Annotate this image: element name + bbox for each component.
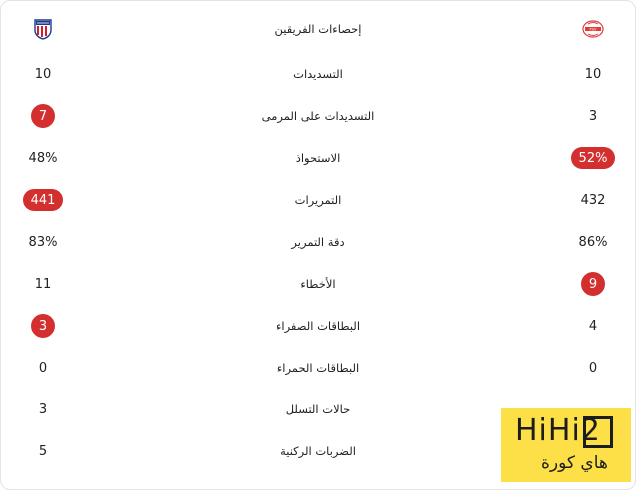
stat-row	[1, 264, 635, 304]
away-stat-value: 4	[588, 318, 598, 334]
home-stat-value: 0	[38, 360, 48, 376]
home-stat-value: 10	[34, 66, 52, 82]
stat-row	[1, 222, 635, 262]
home-team-logo-cell	[1, 9, 85, 49]
stat-label: التسديدات على المرمى	[261, 109, 375, 123]
home-stat-value: 441	[23, 189, 64, 211]
stat-label: البطاقات الصفراء	[275, 319, 361, 333]
away-stat-value: 9	[581, 272, 605, 296]
stats-title: إحصاءات الفريقين	[274, 22, 362, 36]
stat-label: حالات التسلل	[285, 402, 351, 416]
home-stat-value: 3	[38, 401, 48, 417]
away-stat-value: 0	[588, 360, 598, 376]
stat-row	[1, 96, 635, 136]
stat-row	[1, 54, 635, 94]
stat-row	[1, 306, 635, 346]
away-stat-value: 3	[588, 108, 598, 124]
stat-row	[1, 138, 635, 178]
svg-text:PSV: PSV	[589, 27, 597, 32]
hihi2-watermark	[501, 408, 631, 482]
away-stat-value: 52%	[571, 147, 616, 169]
home-stat-value: 7	[31, 104, 55, 128]
stat-label: الضربات الركنية	[280, 444, 356, 458]
stats-header-row	[1, 9, 635, 49]
watermark-subtitle: هاي كورة	[541, 453, 608, 473]
stat-label: الاستحواذ	[295, 151, 341, 165]
stat-label: البطاقات الحمراء	[276, 361, 360, 375]
stat-label: التسديدات	[293, 67, 343, 81]
stat-label: التمريرات	[294, 193, 342, 207]
home-stat-value: 83%	[28, 234, 58, 250]
home-stat-value: 3	[31, 314, 55, 338]
away-team-logo-cell	[551, 9, 635, 49]
stat-label: دقة التمرير	[291, 235, 345, 249]
away-stat-value: 432	[580, 192, 606, 208]
stat-row	[1, 180, 635, 220]
home-stat-value: 48%	[28, 150, 58, 166]
stat-label: الأخطاء	[300, 277, 336, 291]
away-stat-value: 86%	[578, 234, 608, 250]
watermark-brand: HiHi2	[515, 413, 601, 448]
atletico-madrid-crest-icon[interactable]	[32, 18, 54, 40]
stat-row	[1, 348, 635, 388]
home-stat-value: 11	[34, 276, 52, 292]
away-stat-value: 10	[584, 66, 602, 82]
psv-crest-icon[interactable]	[582, 18, 604, 40]
home-stat-value: 5	[38, 443, 48, 459]
